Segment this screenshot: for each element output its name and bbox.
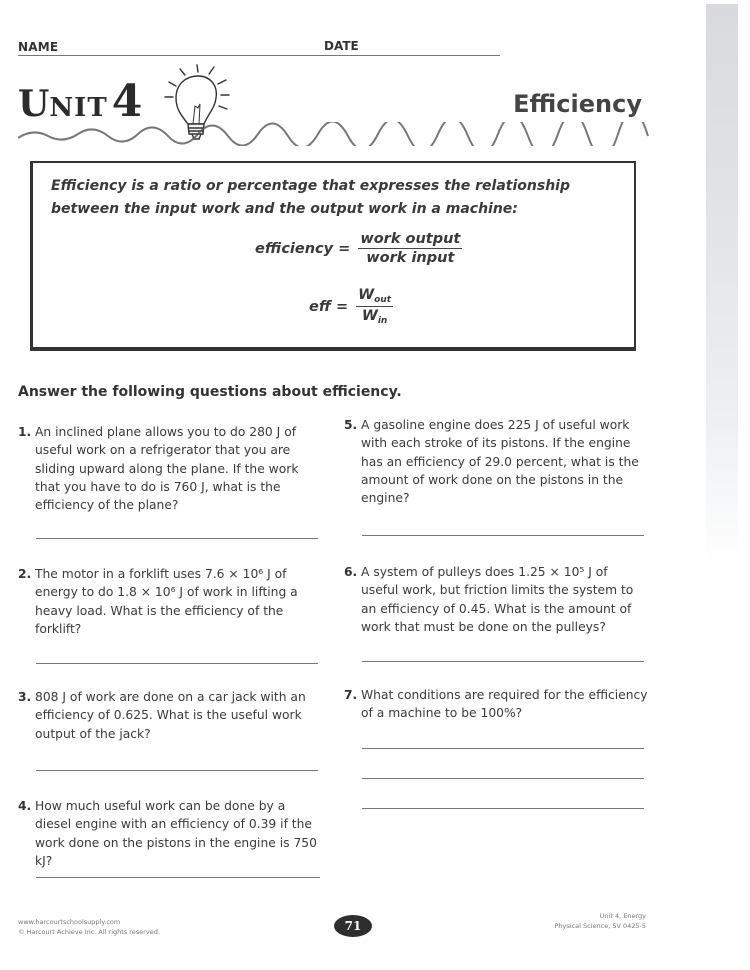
- question-7: [344, 686, 650, 723]
- efficiency-formula: [255, 231, 462, 266]
- question-6: [344, 563, 644, 636]
- question-4: [18, 797, 322, 870]
- definition-text: Efficiency is a ratio or percentage that expresses the relationship between the input work and the output work in a machine:: [51, 178, 570, 217]
- question-2: [18, 565, 318, 638]
- answer-line-2[interactable]: [36, 663, 318, 664]
- fraction-denominator: $W_{in}$: [361, 308, 388, 326]
- definition-box: [30, 161, 636, 351]
- question-number: 4.: [18, 799, 32, 813]
- instructions-heading: Answer the following questions about efficiency.: [18, 384, 402, 400]
- question-text: A system of pulleys does 1.25 × 10⁵ J of useful work, but friction limits the system to an efficiency of 0.45. What is the amount of work that must be done on the pulleys?: [361, 565, 634, 634]
- unit-title: [18, 76, 143, 127]
- formula-lhs: eff =: [309, 298, 349, 315]
- unit-number: 4: [111, 76, 143, 127]
- question-text: A gasoline engine does 225 J of useful work with each stroke of its pistons. If the engine has an efficiency of 29.0 percent, what is the amount of work done on the pistons in the engine?: [361, 418, 639, 506]
- answer-line-7c[interactable]: [362, 808, 644, 809]
- footer-publisher: [18, 917, 160, 937]
- section-title: Efficiency: [513, 90, 642, 118]
- answer-line-7b[interactable]: [362, 778, 644, 779]
- question-3: [18, 688, 318, 743]
- question-number: 5.: [344, 418, 358, 432]
- scan-edge-shadow: [706, 4, 738, 564]
- question-number: 6.: [344, 565, 358, 579]
- publisher-website: www.harcourtschoolsupply.com: [18, 918, 121, 926]
- unit-word-rest: NIT: [49, 93, 108, 123]
- book-info: Physical Science, SV 0425-5: [554, 922, 646, 930]
- unit-word-initial: U: [18, 83, 50, 125]
- wavy-divider: [18, 122, 658, 146]
- footer-book-info: [555, 911, 647, 931]
- formula-lhs: efficiency =: [255, 240, 351, 257]
- question-text: What conditions are required for the efficiency of a machine to be 100%?: [361, 688, 648, 721]
- answer-line-5[interactable]: [362, 535, 644, 536]
- question-number: 1.: [18, 425, 32, 439]
- question-number: 3.: [18, 690, 32, 704]
- question-number: 2.: [18, 567, 32, 581]
- question-text: 808 J of work are done on a car jack with an efficiency of 0.625. What is the useful work output of the jack?: [35, 690, 306, 741]
- answer-line-7a[interactable]: [362, 748, 644, 749]
- question-number: 7.: [344, 688, 358, 702]
- question-5: [344, 416, 644, 507]
- page-number-badge: 71: [334, 915, 372, 937]
- eff-formula: [309, 287, 393, 326]
- question-text: The motor in a forklift uses 7.6 × 10⁶ J of energy to do 1.8 × 10⁶ J of work in lifting a heavy load. What is the efficiency of the forklift?: [35, 567, 298, 636]
- answer-line-1[interactable]: [36, 538, 318, 539]
- fraction: [358, 231, 462, 266]
- question-text: How much useful work can be done by a diesel engine with an efficiency of 0.39 if the work done on the pistons in the engine is 750 kJ?: [35, 799, 317, 868]
- fraction-denominator: work input: [366, 250, 455, 266]
- date-label: DATE: [324, 39, 359, 53]
- name-label: NAME: [18, 40, 59, 54]
- fraction-numerator: $W_{out}$: [358, 287, 392, 305]
- unit-info: Unit 4, Energy: [599, 912, 646, 920]
- answer-line-4[interactable]: [36, 877, 320, 878]
- copyright-notice: © Harcourt Achieve Inc. All rights reserved.: [18, 928, 160, 936]
- fraction: [356, 287, 393, 326]
- answer-line-3[interactable]: [36, 770, 318, 771]
- answer-line-6[interactable]: [362, 661, 644, 662]
- fraction-numerator: work output: [360, 231, 461, 247]
- question-text: An inclined plane allows you to do 280 J of useful work on a refrigerator that you are sliding upward along the plane. If the work that you have to do is 760 J, what is the efficiency of the plane?: [35, 425, 299, 513]
- question-1: [18, 423, 318, 514]
- name-date-line[interactable]: [18, 55, 500, 56]
